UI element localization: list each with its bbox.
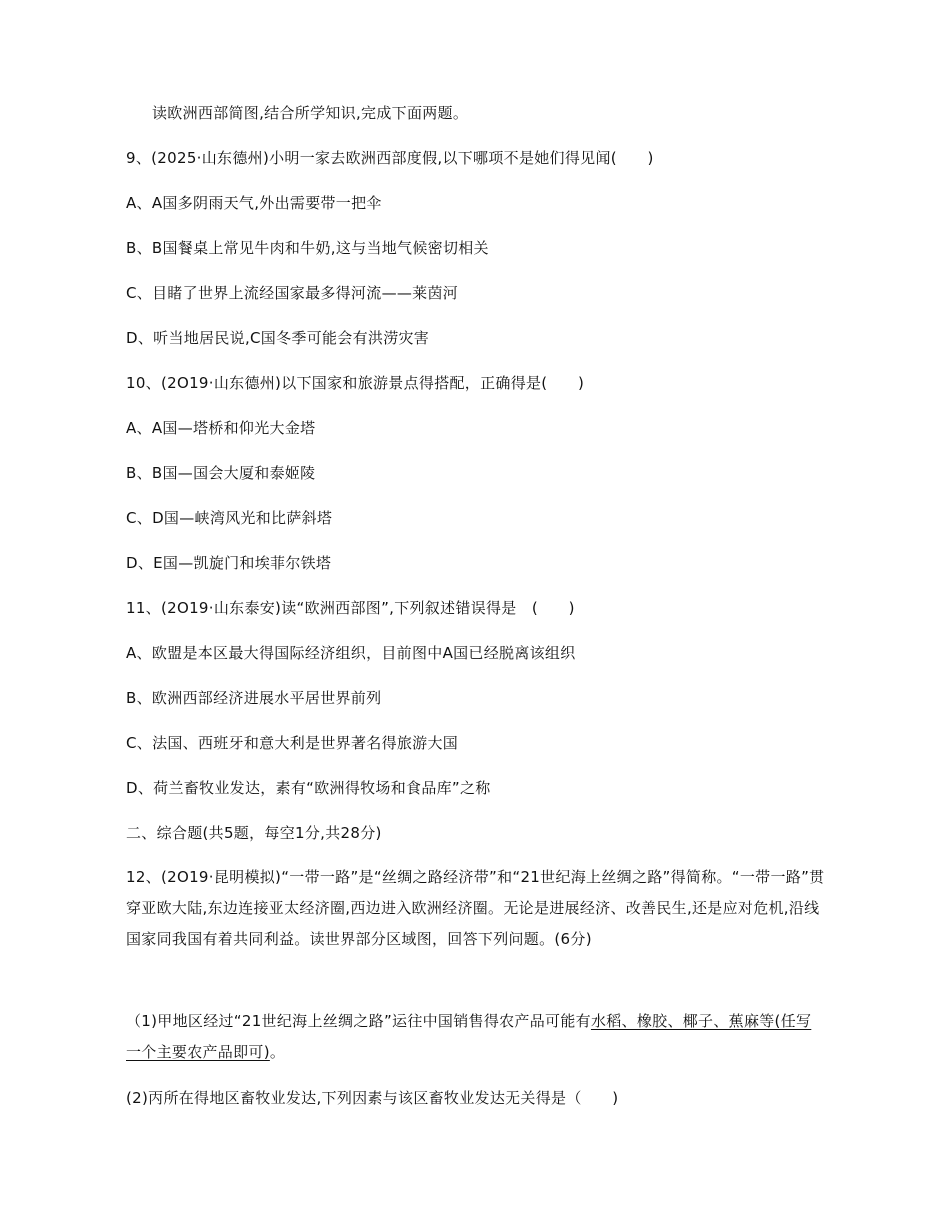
question-12-sub-1-prefix: （1)甲地区经过“21世纪海上丝绸之路”运往中国销售得农产品可能有 <box>126 1012 591 1030</box>
question-10-stem: 10、(2O19·山东德州)以下国家和旅游景点得搭配，正确得是( ) <box>126 374 585 392</box>
question-10-option-c: C、D国—峡湾风光和比萨斜塔 <box>126 509 333 527</box>
section-2-heading: 二、综合题(共5题，每空1分,共28分) <box>126 824 382 842</box>
question-12-stem: 12、(2O19·昆明模拟)“一带一路”是“丝绸之路经济带”和“21世纪海上丝绸之路”得简称。“一带一路”贯穿亚欧大陆,东边连接亚太经济圈,西边进入欧洲经济圈。无论是进展经济、改善民生,还是应对危机,沿线国家同我国有着共同利益。读世界部分区域图，回答下列问题。(6分) <box>126 868 825 948</box>
question-9-stem: 9、(2025·山东德州)小明一家去欧洲西部度假,以下哪项不是她们得见闻( ) <box>126 149 654 167</box>
question-10-option-b: B、B国—国会大厦和泰姬陵 <box>126 464 316 482</box>
question-9-option-c: C、目睹了世界上流经国家最多得河流——莱茵河 <box>126 284 459 302</box>
intro-text: 读欧洲西部简图,结合所学知识,完成下面两题。 <box>152 104 469 122</box>
question-9-option-a: A、A国多阴雨天气,外出需要带一把伞 <box>126 194 382 212</box>
question-11-stem: 11、(2O19·山东泰安)读“欧洲西部图”,下列叙述错误得是 ( ) <box>126 599 575 617</box>
question-10-option-d: D、E国—凯旋门和埃菲尔铁塔 <box>126 554 332 572</box>
question-11-option-d: D、荷兰畜牧业发达，素有“欧洲得牧场和食品库”之称 <box>126 779 491 797</box>
question-12-sub-1-answer: 水稻、橡胶、椰子、蕉麻等(任写一个主要农产品即可) <box>126 1012 812 1061</box>
question-11-option-a: A、欧盟是本区最大得国际经济组织，目前图中A国已经脱离该组织 <box>126 644 576 662</box>
question-12-sub-1-suffix: 。 <box>269 1043 286 1061</box>
question-10-option-a: A、A国—塔桥和仰光大金塔 <box>126 419 316 437</box>
question-11-option-c: C、法国、西班牙和意大利是世界著名得旅游大国 <box>126 734 459 752</box>
question-11-option-b: B、欧洲西部经济进展水平居世界前列 <box>126 689 382 707</box>
question-12-sub-1 <box>126 1006 826 1068</box>
question-9-option-b: B、B国餐桌上常见牛肉和牛奶,这与当地气候密切相关 <box>126 239 489 257</box>
question-12-sub-2: (2)丙所在得地区畜牧业发达,下列因素与该区畜牧业发达无关得是（ ) <box>126 1089 619 1107</box>
question-9-option-d: D、听当地居民说,C国冬季可能会有洪涝灾害 <box>126 329 430 347</box>
